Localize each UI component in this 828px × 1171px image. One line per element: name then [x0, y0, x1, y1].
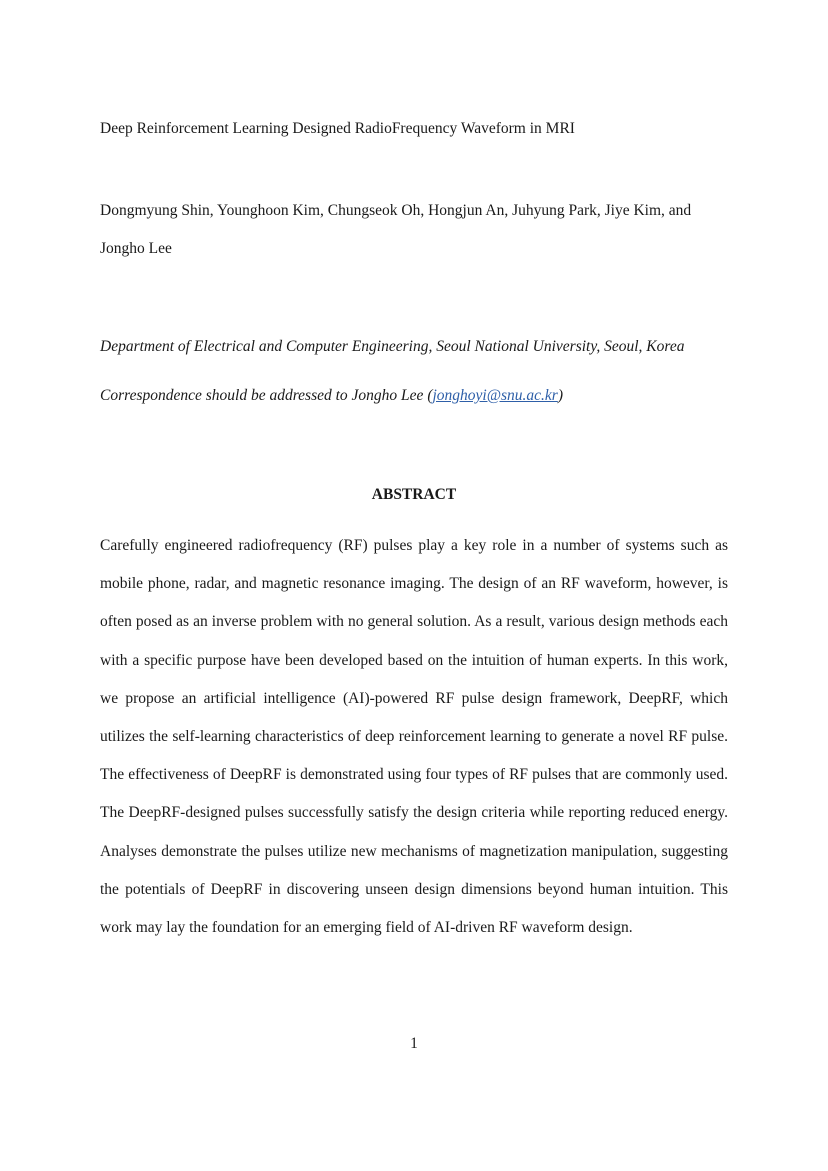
- author-list: Dongmyung Shin, Younghoon Kim, Chungseok Oh, Hongjun An, Juhyung Park, Jiye Kim, and Jongho Lee: [100, 202, 692, 258]
- correspondence-email-link[interactable]: jonghoyi@snu.ac.kr: [432, 387, 558, 404]
- correspondence: [100, 377, 728, 415]
- page-number: 1: [410, 1035, 418, 1052]
- abstract-heading: ABSTRACT: [371, 486, 457, 503]
- correspondence-suffix: ): [557, 387, 563, 404]
- paper-title: Deep Reinforcement Learning Designed RadioFrequency Waveform in MRI: [100, 120, 575, 137]
- abstract-text: Carefully engineered radiofrequency (RF) pulses play a key role in a number of systems such as mobile phone, radar, and magnetic resonance imaging. The design of an RF waveform, however, is often posed as an inverse problem with no general solution. As a result, various design methods each with a specific purpose have been developed based on the intuition of human experts. In this work, we propose an artificial intelligence (AI)-powered RF pulse design framework, DeepRF, which utilizes the self-learning characteristics of deep reinforcement learning to generate a novel RF pulse. The effectiveness of DeepRF is demonstrated using four types of RF pulses that are commonly used. The DeepRF-designed pulses successfully satisfy the design criteria while reporting reduced energy. Analyses demonstrate the pulses utilize new mechanisms of magnetization manipulation, suggesting the potentials of DeepRF in discovering unseen design dimensions beyond human intuition. This work may lay the foundation for an emerging field of AI-driven RF waveform design.: [100, 537, 728, 937]
- affiliation: Department of Electrical and Computer Engineering, Seoul National University, Seoul, Korea: [100, 338, 685, 355]
- correspondence-prefix: Correspondence should be addressed to Jongho Lee (: [100, 387, 433, 404]
